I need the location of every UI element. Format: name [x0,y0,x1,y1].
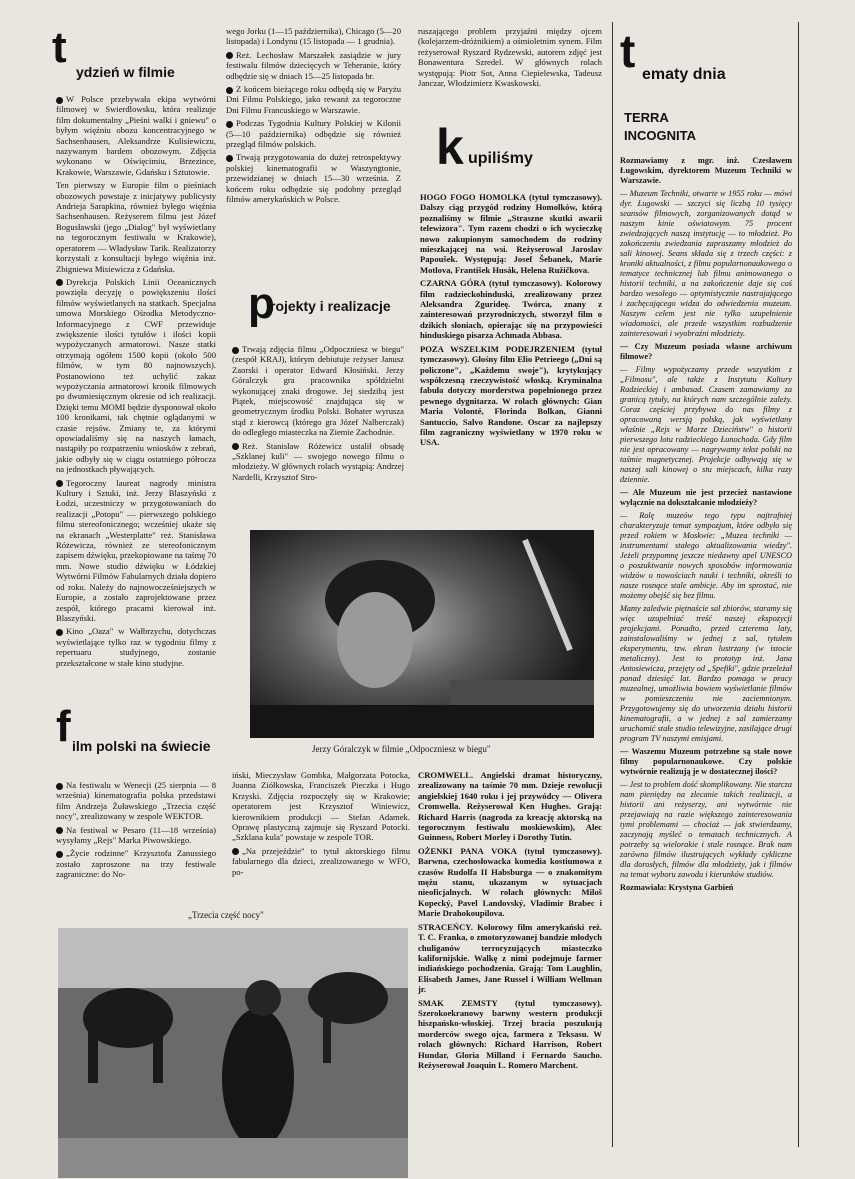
section-title-projekty: rojekty i realizacje [270,298,391,314]
film-title: POZA WSZELKIM PODEJRZENIEM [420,343,576,354]
initial-letter-k: k [436,119,464,175]
question: — Ale Muzeum nie jest przecież nastawione wyłącznie na dokształcanie młodzieży? [620,488,792,507]
bullet-icon [226,121,233,128]
paragraph: wego Jorku (1—15 października), Chicago (5—20 listopada) i Londynu (15 listopada — 1 grudnia). [226,26,401,47]
film-still-trzecia-czesc-photo [58,928,408,1178]
bullet-icon [226,87,233,94]
paragraph: Reż. Lechosław Marszałek zasiądzie w jury festiwalu filmów dziecięcych w Teheranie, który odbędzie się w dniach 15—25 listopada br. [226,49,401,81]
film-title: CZARNA GÓRA [420,278,486,289]
paragraph: „Na przejeździe" to tytuł aktorskiego filmu fabularnego dla dzieci, zrealizowanego w WFO, po- [232,845,410,877]
bullet-icon [56,279,63,286]
section-title-tematy-dnia: ematy dnia [642,66,726,83]
initial-letter-t: t [620,25,636,77]
paragraph: Mamy zaledwie piętnaście sal zbiorów, staramy się więc uzupełniać treść naszej ekspozycji projekcjami. Ponadto, przed czterema laty, zainstalowaliśmy w jednej z sal, tytułem eksperymentu, tzw. ekran lustrzany (w istocie metaliczny). Jest to prototyp inż. Jana Antosiewicza, przejęty od „Spefiki", gdzie przeleżał ponad dziesięć lat. Bardzo pomaga w pracy muzealnej, umożliwia bowiem wyświetlanie filmów w pomieszczeniu nie zaciemnionym. Przygotowujemy się do utworzenia działu historii kinematografii, a w jednej z sal zamierzamy uruchomić stałe studio telewizyjne, zasilające drugi program TV naszymi emisjami. [620,604,792,743]
column-projekty-cont [418,26,602,91]
paragraph: Na festiwal w Pesaro (11—18 września) wysyłamy „Rejs" Marka Piwowskiego. [56,824,216,846]
bullet-icon [232,848,239,855]
initial-letter-t: t [52,23,67,72]
column-kupilismy-cont [418,770,602,1073]
paragraph: „Życie rodzinne" Krzysztofa Zanussiego zostało zaproszone na trzy festiwale zagraniczne: do No- [56,848,216,880]
bullet-icon [232,347,239,354]
film-title: CROMWELL. [418,770,474,780]
film-description: (tytuł tymczasowy). Głośny film Elio Petrieego („Dni są policzone", „Każdemu swoje"), krytykujący współczesną rzeczywistość włoską. Kryminalna fabuła dotyczy morderstwa popełnionego przez pewnego dygnitarza. W rolach głównych: Gian Maria Volonté, Florinda Bolkan, Gianni Santuccio, Salvo Randone. Oscar za najlepszy film zagraniczny wyświetlany w 1970 roku w USA. [420,343,602,448]
author-credit: Rozmawiała: Krystyna Garbień [620,883,734,892]
column-tematy-dnia [620,156,792,896]
question: — Waszemu Muzeum potrzebne są stałe nowe filmy popularnonaukowe. Czy polskie wytwórnie realizują je w dostatecznej ilości? [620,747,792,776]
bullet-icon [56,783,63,790]
paragraph: Z końcem bieżącego roku odbędą się w Paryżu Dni Filmu Polskiego, jako rewanż za tegoroczne Dni Filmu Francuskiego w Warszawie. [226,84,401,115]
bullet-icon [56,629,63,636]
film-title: SMAK ZEMSTY [418,997,498,1008]
column-film-polski [56,780,216,883]
paragraph: iński, Mieczysław Gombka, Małgorzata Potocka, Joanna Ziółkowska, Franciszek Pieczka i Hugo Krzyski. Zdjęcia rozpoczęły się w Krakowie; operatorem jest Krzysztof Winiewicz, kierownikiem produkcji — Stefan Adamek. Oprawę plastyczną zajmuje się Ryszard Potocki. „Szklana kula" powstaje w zespole TOR. [232,770,410,843]
column-tydzien-cont [226,26,401,208]
film-description: (tytuł tymczasowy). Dalszy ciąg przygód rodziny Homolków, którą poznaliśmy w filmie „Straszne skutki awarii telewizora". Tym razem chodzi o ich wycieczkę nowo zakupionym samochodem do rodziny mieszkającej na wsi. Reżyserował Jaroslav Papoušek. Występują: Josef Šebanek, Marie Motlova, František Husák, Helena Ružičkova. [420,192,602,275]
bullet-icon [56,851,63,858]
film-description: (tytuł tymczasowy). Kolorowy film radzieckohinduski, zrealizowany przez Aleksandra Zgurideę. Twórca, znany z zainteresowań przyrodniczych, stworzył film o dzikich słoniach, opierając się na przypowieści hinduskiego pisarza Achmada Abbasa. [420,278,602,341]
film-description: (tytuł tymczasowy). Barwna, czechosłowacka komedia kostiumowa z czasów Rudolfa II Habsburga — o znakomitym mężu stanu, ukazanym w sytuacjach nieoficjalnych. W rolach głównych: Miloš Kopecký, Pavel Landovský, Vladimir Brabec i Marie Drahokoupilova. [418,845,602,919]
initial-letter-p: p [248,279,275,328]
film-title: STRACEŃCY. [418,921,473,932]
column-projekty-cont2 [232,770,410,880]
paragraph: Dyrekcja Polskich Linii Oceanicznych powzięła decyzję o powiększeniu ilości filmów wyświetlanych na statkach. Specjalna umowa Morskiego Ośrodka Metodyczno-Informacyjnego z CWF przewiduje zwiększenie ilości tytułów i ilości kopii wypożyczanych armatorowi. Nasze statki otrzymają ogółem 1500 kopii (około 500 filmów, w tym 80 najnowszych). Postanowiono też uchylić zakaz wypożyczania armatorowi kronik filmowych po dwumiesięcznym okresie od ich realizacji. Dzięki temu MOMI będzie dysponował około 100 kronikami, tak chętnie oglądanymi w czasie rejsów. Zmiany te, za którymi opowiadaliśmy się na naszych łamach, nastąpiły po rozpatrzeniu wniosków z zebrań, jakie odbyły się w ciągu ostatniego półrocza na jednostkach pływających. [56,276,216,475]
paragraph: W Polsce przebywała ekipa wytwórni filmowej w Swierdlowsku, która realizuje film dokumentalny „Pieśni walki i gniewu" o byłym więźniu obozu koncentracyjnego w Sachsenhausen, Aleksandrze Kulisiewiczu, nazywanym bardem obozowym. Zdjęcia wykonano w Oświęcimiu, Brzezince, Krakowie, Warszawie, Gdańsku i Sztutowie. [56,94,216,177]
photo-caption: „Trzecia część nocy" [188,910,264,920]
paragraph: Reż. Stanisław Różewicz ustalił obsadę „Szklanej kuli" — swojego nowego filmu o młodzieży. W głównych rolach wystąpią: Andrzej Nardelli, Krzysztof Stro- [232,440,404,482]
section-title-kupilismy: upiliśmy [468,150,533,167]
article-title: TERRA [624,110,669,125]
bullet-icon [56,480,63,487]
film-title: HOGO FOGO HOMOLKA [420,192,526,202]
article-title: INCOGNITA [624,128,696,143]
bullet-icon [56,827,63,834]
column-kupilismy [420,192,602,451]
intro: Rozmawiamy z mgr. inż. Czesławem Ługowskim, dyrektorem Muzeum Techniki w Warszawie. [620,156,792,185]
paragraph: Trwają zdjęcia filmu „Odpoczniesz w biegu" (zespół KRAJ), którym debiutuje reżyser Janusz Zaorski i operator Edward Kłosiński. Jerzy Góralczyk gra pracownika spółdzielni wykonującej znaki drogowe. Jej siedzibą jest Piątek, miejscowość znajdująca się w geometrycznym środku Polski. Bohater wyrusza stąd z kierowcą (którego gra Józef Nalberczak) do odległego miasteczka na Ziemie Zachodnie. [232,344,404,438]
paragraph: Kino „Oaza" w Wałbrzychu, dotychczas wyświetlające tylko raz w tygodniu filmy z repertuaru studyjnego, zostanie przekształcone w stałe kino studyjne. [56,626,216,668]
paragraph: Podczas Tygodnia Kultury Polskiej w Kilonii (5—10 października) odbędzie się również przegląd filmów polskich. [226,118,401,150]
film-still-odpoczniesz-photo [250,530,594,738]
paragraph: — Muzeum Techniki, otwarte w 1955 roku — mówi dyr. Ługowski — szczyci się liczbą 10 tysięcy seansów filmowych, zorganizowanych dotąd w naszym kinie oświatowym. 75 procent zwiedzających naszą instytucję — to młodzież. Po zakończeniu zwiedzania zapraszamy młodzież do sali kinowej. Seans składa się z trzech części: z kroniki aktualności, z filmu popularnonaukowego o tematyce technicznej lub filmu animowanego o historii techniki, a na zakończenie daje się coś bardzo wesołego — optymistycznie nastrajającego i zachęcającego widza do odwiedzenia muzeum. Naszym celem jest nie tylko uzupełnienie wiadomości, ale przede wszystkim rozbudzenie zainteresowań i wyobraźni młodzieży. [620,189,792,338]
question: — Czy Muzeum posiada własne archiwum filmowe? [620,342,792,361]
paragraph: ruszającego problem przyjaźni między ojcem (kolejarzem-dróżnikiem) a ośmioletnim synem. Film reżyserował Ryszard Rydzewski, autorem zdjęć jest Bonawentura Szredel. W głównych rolach występują: Piotr Sot, Anna Ciepielewska, Tadeusz Janczar, Włodzimierz Kwaskowski. [418,26,602,89]
paragraph: — Filmy wypożyczamy przede wszystkim z „Filmosu", ale także z Instytutu Kultury Radzieckiej i ambasad. Czasem zamawiamy za granicą tytuły, na których nam szczególnie zależy. Coraz częściej przybywa do nas filmy z opracowaną wersją polską, jak wyświetlany właśnie „Rejs w Morze Dzieciństw" o historii pierwszego lotu radzieckiego Łunochoda. Gdy film nie jest opracowany — nagrywamy tekst polski na taśmie magnetycznej. Projekcje odbywają się w naszej sali kinowej o stu miejscach, kilka razy dziennie. [620,365,792,484]
film-description: Angielski dramat historyczny, zrealizowany na taśmie 70 mm. Dzieje rewolucji angielskiej 1640 roku i jej przywódcy — Olivera Cromwella. Reżyserował Ken Hughes. Grają: Richard Harris (nagroda za kreację aktorską na tegorocznym festiwalu moskiewskim), Alec Guinness, Robert Morley i Dorothy Tutin. [418,770,602,843]
bullet-icon [232,443,239,450]
photo-caption: Jerzy Góralczyk w filmie „Odpoczniesz w biegu" [312,744,491,754]
initial-letter-f: f [56,702,71,751]
section-title-tydzien: ydzień w filmie [76,64,175,80]
photo-image [250,530,594,738]
section-title-film-polski: ilm polski na świecie [72,738,211,754]
paragraph: — Rolę muzeów tego typu najtrafniej charakteryzuje temat sympozjum, które odbyło się przed rokiem w Moskwie: „Muzea techniki — instrumentami stałego aktualizowania wiedzy". Jeżeli przypomnę jeszcze niedawny apel UNESCO o poszukiwanie nowych sposobów informowania widzów o nowościach nauki i techniki, określi to nasze rosnące stale ambicje. Aby im sprostać, nie możemy obejść się bez filmu. [620,511,792,600]
film-description: Kolorowy film amerykański reż. T. C. Franka, o zmotoryzowanej bandzie młodych chuliganów terroryzujących miasteczko kalifornijskie. Walkę z nimi podejmuje farmer indiańskiego pochodzenia. Grają: Tom Laughlin, Elisabeth James, Jane Russel i William Wellman jr. [418,921,602,995]
column-projekty [232,344,404,485]
paragraph: Na festiwalu w Wenecji (25 sierpnia — 8 września) kinematografia polska przedstawi film Andrzeja Żuławskiego „Trzecia część nocy", zrealizowany w zespole WEKTOR. [56,780,216,822]
paragraph: — Jest to problem dość skomplikowany. Nie starcza nam pieniędzy na zlecanie takich realizacji, a historii ani reżyserzy, ani wytwórnie nie przejawiają na razie większego zainteresowania tymi problemami — chociaż — jak stwierdzamy, zaczynają myśleć o tematach technicznych. A potrzeby są wielorakie i stale rosnące. Brak nam zarówno filmów ilustrujących wykłady cykliczne dla dorosłych, filmów dla młodzieży, jak i filmów na temat wyboru zawodu i kierunków studiów. [620,780,792,879]
film-title: OŻENKI PANA VOKA [418,845,517,856]
bullet-icon [226,155,233,162]
bullet-icon [226,52,233,59]
paragraph: Ten pierwszy w Europie film o pieśniach obozowych powstaje z inicjatywy publicysty Andrieja Sarapkina, również byłego więźnia Sachsenhausen. Reżyserem filmu jest Józef Bogusławski (jego „Dialog" był wyświetlany na tegorocznym festiwalu w Krakowie), operatorem — Władysław Tarik. Realizatorzy korzystali z konsultacji byłego więźnia inż. Zbigniewa Misiewicza z Gdańska. [56,180,216,274]
bullet-icon [56,97,63,104]
film-description: (tytuł tymczasowy). Szerokoekranowy barwny western produkcji hiszpańsko-włoskiej. Trzej bracia poszukują morderców swego ojca, farmera z Teksasu. W rolach głównych: Richard Harrison, Robert Hundar, Gloria Milland i Fernardo Saucho. Reżyserował Joaquin L. Romero Marchent. [418,997,602,1070]
paragraph: Tegoroczny laureat nagrody ministra Kultury i Sztuki, inż. Jerzy Blaszyński z Łodzi, uczestniczy w przygotowaniach do realizacji „Potopu" — pierwszego polskiego filmu stereofonicznego; wcześniej ukaże się na ekranach „Westerplatte" reż. Stanisława Różewicza, również ze stereofonicznym zapisem dźwięku, przekopiowane na taśmę 70 mm. Nowe studio dźwięku w Łódzkiej Wytwórni Filmów Fabularnych działa dopiero od roku. Należy do najnowocześniejszych w Europie, a zostało zaprojektowane przez zespół, którego pracami kierował inż. Blaszyński. [56,477,216,623]
column-rule [798,22,799,1147]
column-rule [612,22,613,1147]
column-tydzien [56,94,216,671]
photo-image [58,928,408,1178]
paragraph: Trwają przygotowania do dużej retrospektywy polskiej kinematografii w Waszyngtonie, przewidzianej w dniach 15—30 września. Z końcem roku odbędzie się podobny przegląd filmów amerykańskich w Polsce. [226,152,401,205]
